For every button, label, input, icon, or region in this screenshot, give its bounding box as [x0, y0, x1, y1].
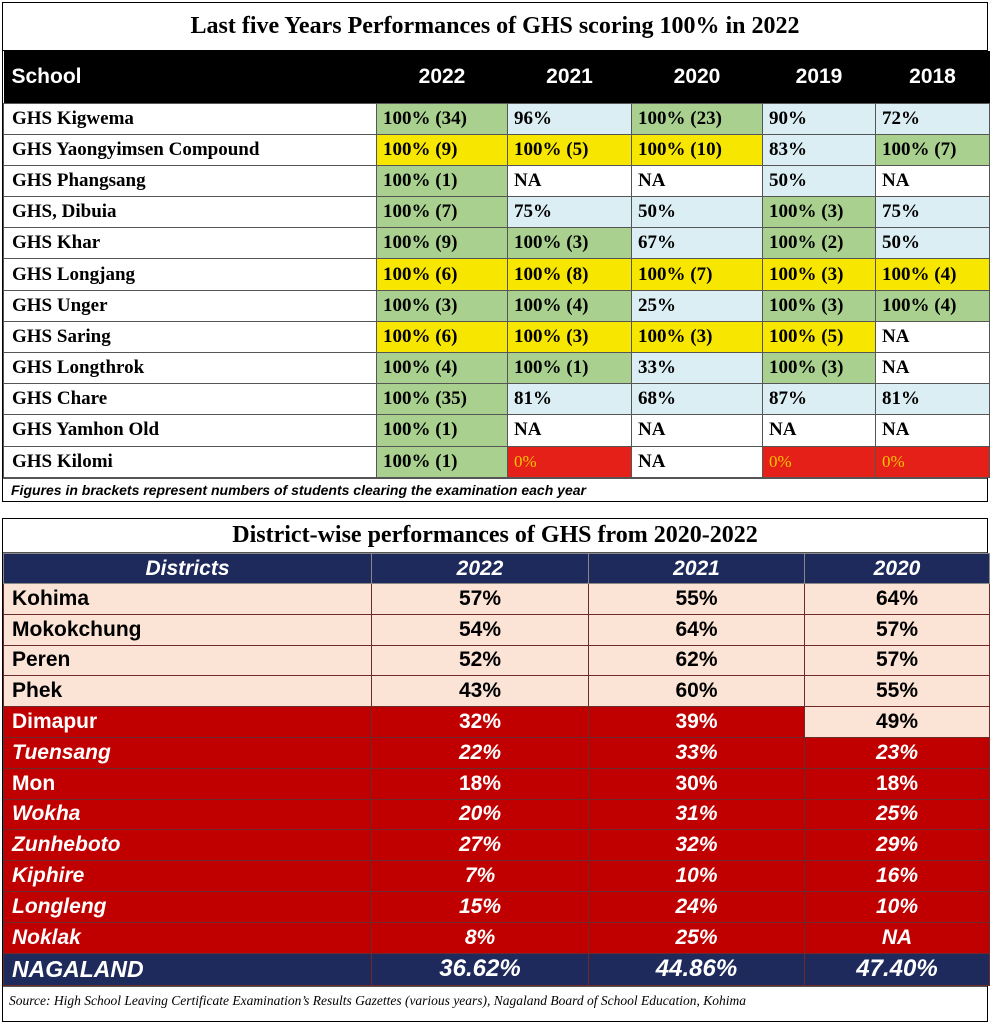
result-cell: 100% (6) [377, 259, 508, 290]
table-row [4, 353, 990, 384]
col-header-2021: 2021 [589, 554, 805, 584]
table-row [4, 134, 990, 165]
table1-header-row [4, 51, 990, 103]
result-cell: 100% (2) [763, 228, 876, 259]
pass-rate-cell: 64% [805, 584, 990, 615]
result-cell: 100% (5) [508, 134, 632, 165]
pass-rate-cell: NA [805, 922, 990, 953]
school-name: GHS, Dibuia [4, 197, 377, 228]
result-cell: 100% (6) [377, 321, 508, 352]
source-note: Source: High School Leaving Certificate Examination’s Results Gazettes (various years), Nagaland Board of School Education, Kohima [3, 986, 987, 1016]
result-cell: 33% [632, 353, 763, 384]
pass-rate-cell: 32% [372, 707, 589, 738]
district-name: Wokha [4, 799, 372, 830]
total-row [4, 953, 990, 985]
result-cell: 81% [508, 384, 632, 415]
pass-rate-cell: 16% [805, 861, 990, 892]
result-cell: NA [632, 446, 763, 477]
col-header-2020: 2020 [805, 554, 990, 584]
result-cell: NA [632, 165, 763, 196]
school-performance-table [2, 2, 988, 502]
result-cell: 100% (3) [632, 321, 763, 352]
table-row [4, 861, 990, 892]
result-cell: 100% (9) [377, 134, 508, 165]
result-cell: 100% (9) [377, 228, 508, 259]
district-name: Kohima [4, 584, 372, 615]
result-cell: 75% [876, 197, 990, 228]
total-value: 44.86% [589, 953, 805, 985]
result-cell: 100% (7) [632, 259, 763, 290]
result-cell: 100% (7) [876, 134, 990, 165]
result-cell: 100% (35) [377, 384, 508, 415]
pass-rate-cell: 30% [589, 768, 805, 799]
result-cell: NA [876, 415, 990, 446]
pass-rate-cell: 55% [589, 584, 805, 615]
district-name: Noklak [4, 922, 372, 953]
pass-rate-cell: 43% [372, 676, 589, 707]
table-row [4, 737, 990, 768]
pass-rate-cell: 31% [589, 799, 805, 830]
result-cell: 50% [876, 228, 990, 259]
result-cell: 90% [763, 103, 876, 134]
result-cell: NA [763, 415, 876, 446]
result-cell: 0% [876, 446, 990, 477]
table-row [4, 707, 990, 738]
pass-rate-cell: 10% [589, 861, 805, 892]
pass-rate-cell: 62% [589, 645, 805, 676]
total-value: 36.62% [372, 953, 589, 985]
pass-rate-cell: 57% [372, 584, 589, 615]
table1-footnote: Figures in brackets represent numbers of students clearing the examination each year [3, 478, 987, 502]
col-header-2018: 2018 [876, 51, 990, 103]
result-cell: 100% (4) [377, 353, 508, 384]
result-cell: 100% (1) [377, 415, 508, 446]
table2-title: District-wise performances of GHS from 2020-2022 [3, 519, 987, 553]
result-cell: 50% [763, 165, 876, 196]
school-name: GHS Kigwema [4, 103, 377, 134]
table-row [4, 197, 990, 228]
district-name: Mokokchung [4, 614, 372, 645]
pass-rate-cell: 20% [372, 799, 589, 830]
school-name: GHS Longthrok [4, 353, 377, 384]
table-row [4, 165, 990, 196]
district-name: Peren [4, 645, 372, 676]
result-cell: 50% [632, 197, 763, 228]
district-name: Dimapur [4, 707, 372, 738]
result-cell: 100% (3) [763, 259, 876, 290]
result-cell: 75% [508, 197, 632, 228]
col-header-2022: 2022 [377, 51, 508, 103]
pass-rate-cell: 22% [372, 737, 589, 768]
school-name: GHS Kilomi [4, 446, 377, 477]
table-row [4, 103, 990, 134]
result-cell: 25% [632, 290, 763, 321]
table-row [4, 614, 990, 645]
col-header-2022: 2022 [372, 554, 589, 584]
result-cell: NA [632, 415, 763, 446]
table-row [4, 645, 990, 676]
pass-rate-cell: 54% [372, 614, 589, 645]
pass-rate-cell: 32% [589, 830, 805, 861]
result-cell: NA [876, 353, 990, 384]
table-row [4, 799, 990, 830]
result-cell: 100% (4) [876, 290, 990, 321]
table1-grid [3, 51, 990, 478]
table-row [4, 384, 990, 415]
result-cell: 100% (34) [377, 103, 508, 134]
result-cell: 100% (4) [508, 290, 632, 321]
result-cell: 100% (1) [377, 165, 508, 196]
result-cell: NA [508, 415, 632, 446]
table2-header-row [4, 554, 990, 584]
result-cell: 83% [763, 134, 876, 165]
pass-rate-cell: 23% [805, 737, 990, 768]
result-cell: 100% (8) [508, 259, 632, 290]
result-cell: 100% (3) [508, 228, 632, 259]
result-cell: 100% (3) [763, 290, 876, 321]
school-name: GHS Khar [4, 228, 377, 259]
district-name: Kiphire [4, 861, 372, 892]
pass-rate-cell: 15% [372, 891, 589, 922]
result-cell: 0% [508, 446, 632, 477]
result-cell: 0% [763, 446, 876, 477]
district-name: Longleng [4, 891, 372, 922]
table-row [4, 321, 990, 352]
table-row [4, 830, 990, 861]
result-cell: 100% (5) [763, 321, 876, 352]
school-name: GHS Yaongyimsen Compound [4, 134, 377, 165]
result-cell: NA [876, 321, 990, 352]
pass-rate-cell: 49% [805, 707, 990, 738]
result-cell: 100% (10) [632, 134, 763, 165]
pass-rate-cell: 39% [589, 707, 805, 738]
table-row [4, 290, 990, 321]
result-cell: 100% (3) [763, 197, 876, 228]
table-row [4, 228, 990, 259]
result-cell: NA [508, 165, 632, 196]
result-cell: 100% (3) [377, 290, 508, 321]
pass-rate-cell: 18% [372, 768, 589, 799]
col-header-2019: 2019 [763, 51, 876, 103]
result-cell: 67% [632, 228, 763, 259]
pass-rate-cell: 8% [372, 922, 589, 953]
pass-rate-cell: 55% [805, 676, 990, 707]
table1-title: Last five Years Performances of GHS scoring 100% in 2022 [3, 3, 987, 51]
district-name: Phek [4, 676, 372, 707]
pass-rate-cell: 25% [805, 799, 990, 830]
result-cell: 72% [876, 103, 990, 134]
total-value: 47.40% [805, 953, 990, 985]
result-cell: 100% (3) [763, 353, 876, 384]
table-row [4, 584, 990, 615]
pass-rate-cell: 29% [805, 830, 990, 861]
pass-rate-cell: 18% [805, 768, 990, 799]
pass-rate-cell: 57% [805, 614, 990, 645]
school-name: GHS Saring [4, 321, 377, 352]
col-header-districts: Districts [4, 554, 372, 584]
result-cell: 100% (23) [632, 103, 763, 134]
result-cell: 96% [508, 103, 632, 134]
district-name: Mon [4, 768, 372, 799]
school-name: GHS Unger [4, 290, 377, 321]
pass-rate-cell: 57% [805, 645, 990, 676]
pass-rate-cell: 25% [589, 922, 805, 953]
result-cell: 100% (4) [876, 259, 990, 290]
result-cell: 100% (1) [377, 446, 508, 477]
table-row [4, 446, 990, 477]
table2-grid [3, 553, 990, 986]
district-performance-table [2, 518, 988, 1022]
school-name: GHS Longjang [4, 259, 377, 290]
table-row [4, 415, 990, 446]
result-cell: 68% [632, 384, 763, 415]
result-cell: 81% [876, 384, 990, 415]
col-header-school: School [4, 51, 377, 103]
pass-rate-cell: 64% [589, 614, 805, 645]
result-cell: 100% (7) [377, 197, 508, 228]
total-label: NAGALAND [4, 953, 372, 985]
pass-rate-cell: 27% [372, 830, 589, 861]
pass-rate-cell: 7% [372, 861, 589, 892]
table-row [4, 922, 990, 953]
district-name: Zunheboto [4, 830, 372, 861]
col-header-2021: 2021 [508, 51, 632, 103]
table-row [4, 259, 990, 290]
pass-rate-cell: 24% [589, 891, 805, 922]
school-name: GHS Chare [4, 384, 377, 415]
result-cell: 100% (1) [508, 353, 632, 384]
pass-rate-cell: 52% [372, 645, 589, 676]
school-name: GHS Yamhon Old [4, 415, 377, 446]
district-name: Tuensang [4, 737, 372, 768]
pass-rate-cell: 33% [589, 737, 805, 768]
pass-rate-cell: 10% [805, 891, 990, 922]
result-cell: 100% (3) [508, 321, 632, 352]
table-row [4, 891, 990, 922]
pass-rate-cell: 60% [589, 676, 805, 707]
result-cell: NA [876, 165, 990, 196]
table-row [4, 768, 990, 799]
col-header-2020: 2020 [632, 51, 763, 103]
school-name: GHS Phangsang [4, 165, 377, 196]
table-row [4, 676, 990, 707]
result-cell: 87% [763, 384, 876, 415]
